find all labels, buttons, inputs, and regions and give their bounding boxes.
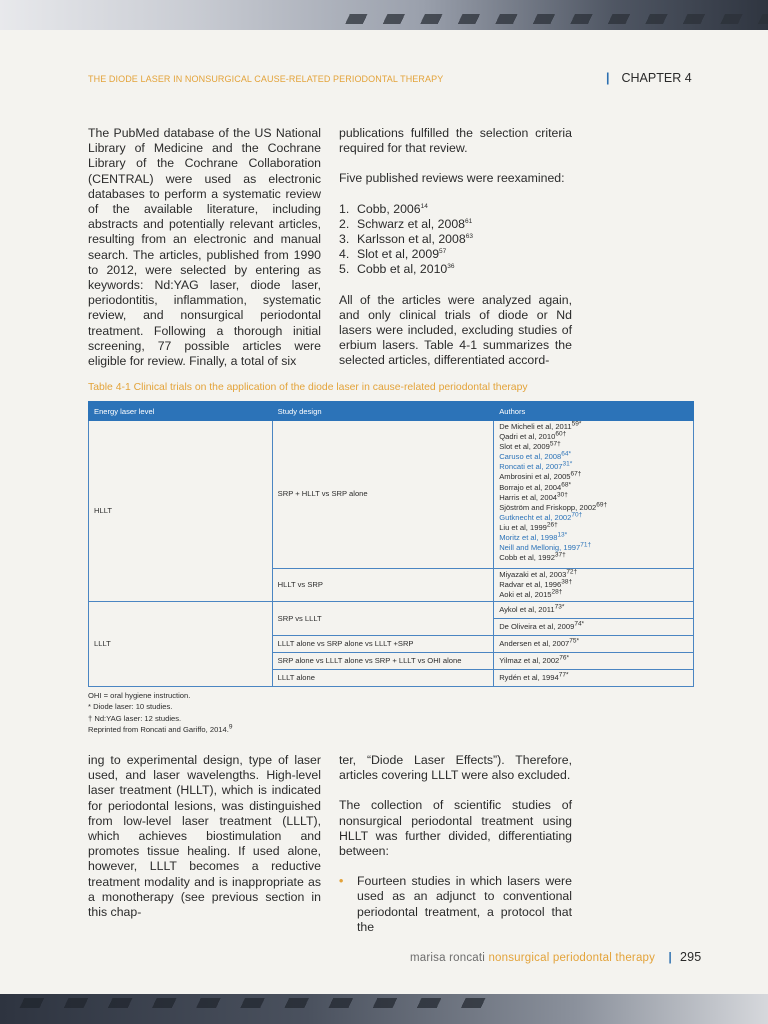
author-name: Yilmaz et al, 2002 (499, 656, 560, 666)
author-ref: 76* (559, 654, 570, 662)
author-ref: 28† (551, 588, 563, 596)
author-name: De Oliveira et al, 2009 (499, 622, 575, 632)
author-name: Aykol et al, 2011 (499, 605, 555, 615)
page-number: 295 (679, 950, 702, 964)
author-name: Liu et al, 1999 (499, 522, 547, 532)
author-name: Moritz et al, 1998 (499, 533, 558, 543)
review-item (339, 232, 572, 247)
review-ref: 14 (420, 202, 428, 210)
footer-bar: | (668, 952, 672, 964)
table-row (89, 602, 694, 619)
review-text: Slot et al, 2009 (357, 247, 440, 262)
author-ref: 30† (557, 491, 568, 499)
author-entry (499, 472, 688, 482)
review-item (339, 247, 572, 262)
author-entry (499, 523, 688, 533)
author-entry (499, 462, 688, 472)
author-ref: 69† (596, 501, 608, 509)
table-note-source (88, 724, 232, 735)
body-right-paragraph-1: ter, “Diode Laser Effects”). Therefore, articles covering LLLT were also excluded. (339, 753, 572, 783)
review-text: Cobb, 2006 (357, 201, 421, 216)
author-ref: 72† (566, 568, 578, 576)
review-text: Cobb et al, 2010 (357, 262, 448, 277)
table-note: † Nd:YAG laser: 12 studies. (88, 713, 182, 723)
author-ref: 68* (561, 481, 572, 489)
bullet-item (339, 874, 572, 935)
cell-design: SRP + HLLT vs SRP alone (272, 421, 494, 569)
author-entry (499, 432, 688, 442)
cell-design: LLLT alone (272, 670, 494, 687)
author-entry (499, 553, 688, 563)
author-ref: 64* (561, 450, 572, 458)
cell-energy-lllt: LLLT (89, 602, 273, 687)
cell-authors (494, 653, 694, 670)
author-entry (499, 533, 688, 543)
review-ref: 63 (465, 232, 473, 240)
cell-authors (494, 636, 694, 653)
author-name: Roncati et al, 2007 (499, 462, 563, 472)
review-ref: 36 (447, 263, 455, 271)
review-text: Schwarz et al, 2008 (357, 216, 466, 231)
author-ref: 59* (571, 420, 582, 428)
header-study-design: Study design (272, 402, 494, 421)
author-ref: 77* (558, 671, 569, 679)
intro-left-column (88, 126, 321, 384)
author-name: Aoki et al, 2015 (499, 590, 552, 600)
author-entry (499, 442, 688, 452)
header-authors: Authors (494, 402, 694, 421)
author-entry (499, 543, 688, 553)
footer-book-title: nonsurgical periodontal therapy (488, 952, 656, 964)
author-name: Caruso et al, 2008 (499, 452, 562, 462)
intro-paragraph: The PubMed database of the US National Library of Medicine and the Cochrane Library of the Cochrane Collaboration (CENTRAL) were used as electronic databases to perform a systematic review of the available literature, including abstracts and potentially relevant articles, resulting from an electronic and manual search. The articles, published from 1990 to 2012, were selected by entering as keywords: Nd:YAG laser, diode laser, periodontitis, inflammation, systematic review, and nonsurgical periodontal treatment. Following a thorough initial screening, 77 possible articles were eligible for review. Finally, a total of six (88, 126, 321, 369)
cell-design: HLLT vs SRP (272, 569, 494, 602)
table-row (89, 421, 694, 569)
cell-authors (494, 619, 694, 636)
intro-right-paragraph-3: All of the articles were analyzed again, and only clinical trials of diode or Nd lasers were included, excluding studies of erbium lasers. Table 4-1 summarizes the selected articles, differentiated accord- (339, 292, 572, 368)
author-ref: 38† (561, 578, 573, 586)
source-text: Reprinted from Roncati and Gariffo, 2014. (88, 725, 229, 735)
source-ref: 9 (228, 723, 233, 731)
cell-authors (494, 602, 694, 619)
bullet-dot-icon: • (339, 874, 344, 889)
body-right-column (339, 753, 572, 935)
table-notes (88, 690, 232, 736)
cell-authors (494, 569, 694, 602)
author-name: Gutknecht et al, 2002 (499, 512, 572, 522)
author-ref: 31* (562, 460, 573, 468)
author-name: Borrajo et al, 2004 (499, 482, 562, 492)
author-entry (499, 452, 688, 462)
running-head: THE DIODE LASER IN NONSURGICAL CAUSE-RELATED PERIODONTAL THERAPY (88, 74, 444, 84)
review-item (339, 262, 572, 277)
review-number: 3. (339, 232, 350, 247)
table-note: OHI = oral hygiene instruction. (88, 691, 191, 700)
author-name: De Micheli et al, 2011 (499, 422, 572, 431)
author-name: Ambrosini et al, 2005 (499, 472, 571, 482)
header-energy-level: Energy laser level (89, 402, 273, 421)
review-text: Karlsson et al, 2008 (357, 232, 466, 247)
author-ref: 73* (554, 603, 565, 611)
author-ref: 75* (569, 637, 580, 645)
clinical-trials-table (88, 401, 694, 687)
cell-design: LLLT alone vs SRP alone vs LLLT +SRP (272, 636, 494, 653)
review-item (339, 202, 572, 217)
body-left-column (88, 753, 321, 935)
author-ref: 13* (557, 531, 568, 539)
bullet-text: Fourteen studies in which lasers were used as an adjunct to conventional periodontal treatment, a protocol that the (357, 874, 572, 934)
scan-bottom-band (0, 994, 768, 1024)
author-name: Harris et al, 2004 (499, 492, 558, 502)
author-entry (499, 590, 688, 600)
intro-right-column (339, 126, 572, 384)
author-name: Slot et al, 2009 (499, 442, 550, 452)
author-ref: 71† (580, 541, 592, 549)
author-ref: 74* (574, 620, 585, 628)
intro-right-paragraph-2: Five published reviews were reexamined: (339, 171, 565, 186)
author-entry (499, 493, 688, 503)
body-paragraph: ing to experimental design, type of laser used, and laser wavelengths. High-level laser treatment (HLLT), which is indicated for periodontal lesions, was distinguished from low-level laser treatment (LLLT), which achieves biostimulation and promotes tissue healing. If used alone, however, LLLT becomes a reductive treatment modality and is inappropriate as a monotherapy (see previous section in this chap- (88, 753, 321, 920)
reviews-list (339, 202, 572, 278)
author-ref: 26† (546, 521, 558, 529)
author-ref: 70† (571, 511, 583, 519)
cell-authors (494, 421, 694, 569)
intro-right-paragraph-1: publications fulfilled the selection criteria required for that review. (339, 126, 572, 156)
author-name: Andersen et al, 2007 (499, 639, 570, 649)
footer-author: marisa roncati (410, 952, 486, 964)
table-note: * Diode laser: 10 studies. (88, 702, 173, 712)
review-number: 1. (339, 201, 350, 216)
author-entry (499, 570, 688, 580)
author-ref: 57† (549, 440, 561, 448)
cell-energy-hllt: HLLT (89, 421, 273, 602)
author-name: Rydén et al, 1994 (499, 673, 559, 683)
author-entry (499, 422, 688, 432)
page-footer (410, 950, 701, 964)
author-ref: 37† (554, 551, 566, 559)
body-right-paragraph-2: The collection of scientific studies of nonsurgical periodontal treatment using HLLT was further divided, differentiating between: (339, 798, 572, 859)
review-number: 5. (339, 262, 350, 277)
author-name: Cobb et al, 1992 (499, 553, 555, 563)
author-name: Qadri et al, 2010 (499, 432, 556, 442)
author-entry (499, 503, 688, 513)
chapter-label-wrap (606, 71, 692, 85)
author-entry (499, 483, 688, 493)
author-entry (499, 580, 688, 590)
review-ref: 57 (439, 248, 447, 256)
cell-design: SRP vs LLLT (272, 602, 494, 636)
cell-design: SRP alone vs LLLT alone vs SRP + LLLT vs OHI alone (272, 653, 494, 670)
author-entry (499, 513, 688, 523)
chapter-bar: | (606, 71, 610, 85)
author-name: Sjöström and Friskopp, 2002 (499, 502, 597, 512)
author-ref: 67† (570, 470, 582, 478)
review-number: 2. (339, 216, 350, 231)
table-title: Table 4-1 Clinical trials on the application of the diode laser in cause-related periodontal therapy (88, 382, 528, 393)
scan-top-band (0, 0, 768, 30)
author-ref: 60† (555, 430, 567, 438)
review-item (339, 217, 572, 232)
review-ref: 61 (465, 217, 473, 225)
author-name: Neill and Mellonig, 1997 (499, 543, 581, 553)
table-header-row (89, 402, 694, 421)
review-number: 4. (339, 247, 350, 262)
cell-authors (494, 670, 694, 687)
chapter-label: CHAPTER 4 (621, 71, 692, 85)
author-name: Miyazaki et al, 2003 (499, 570, 567, 579)
author-name: Radvar et al, 1996 (499, 580, 562, 590)
